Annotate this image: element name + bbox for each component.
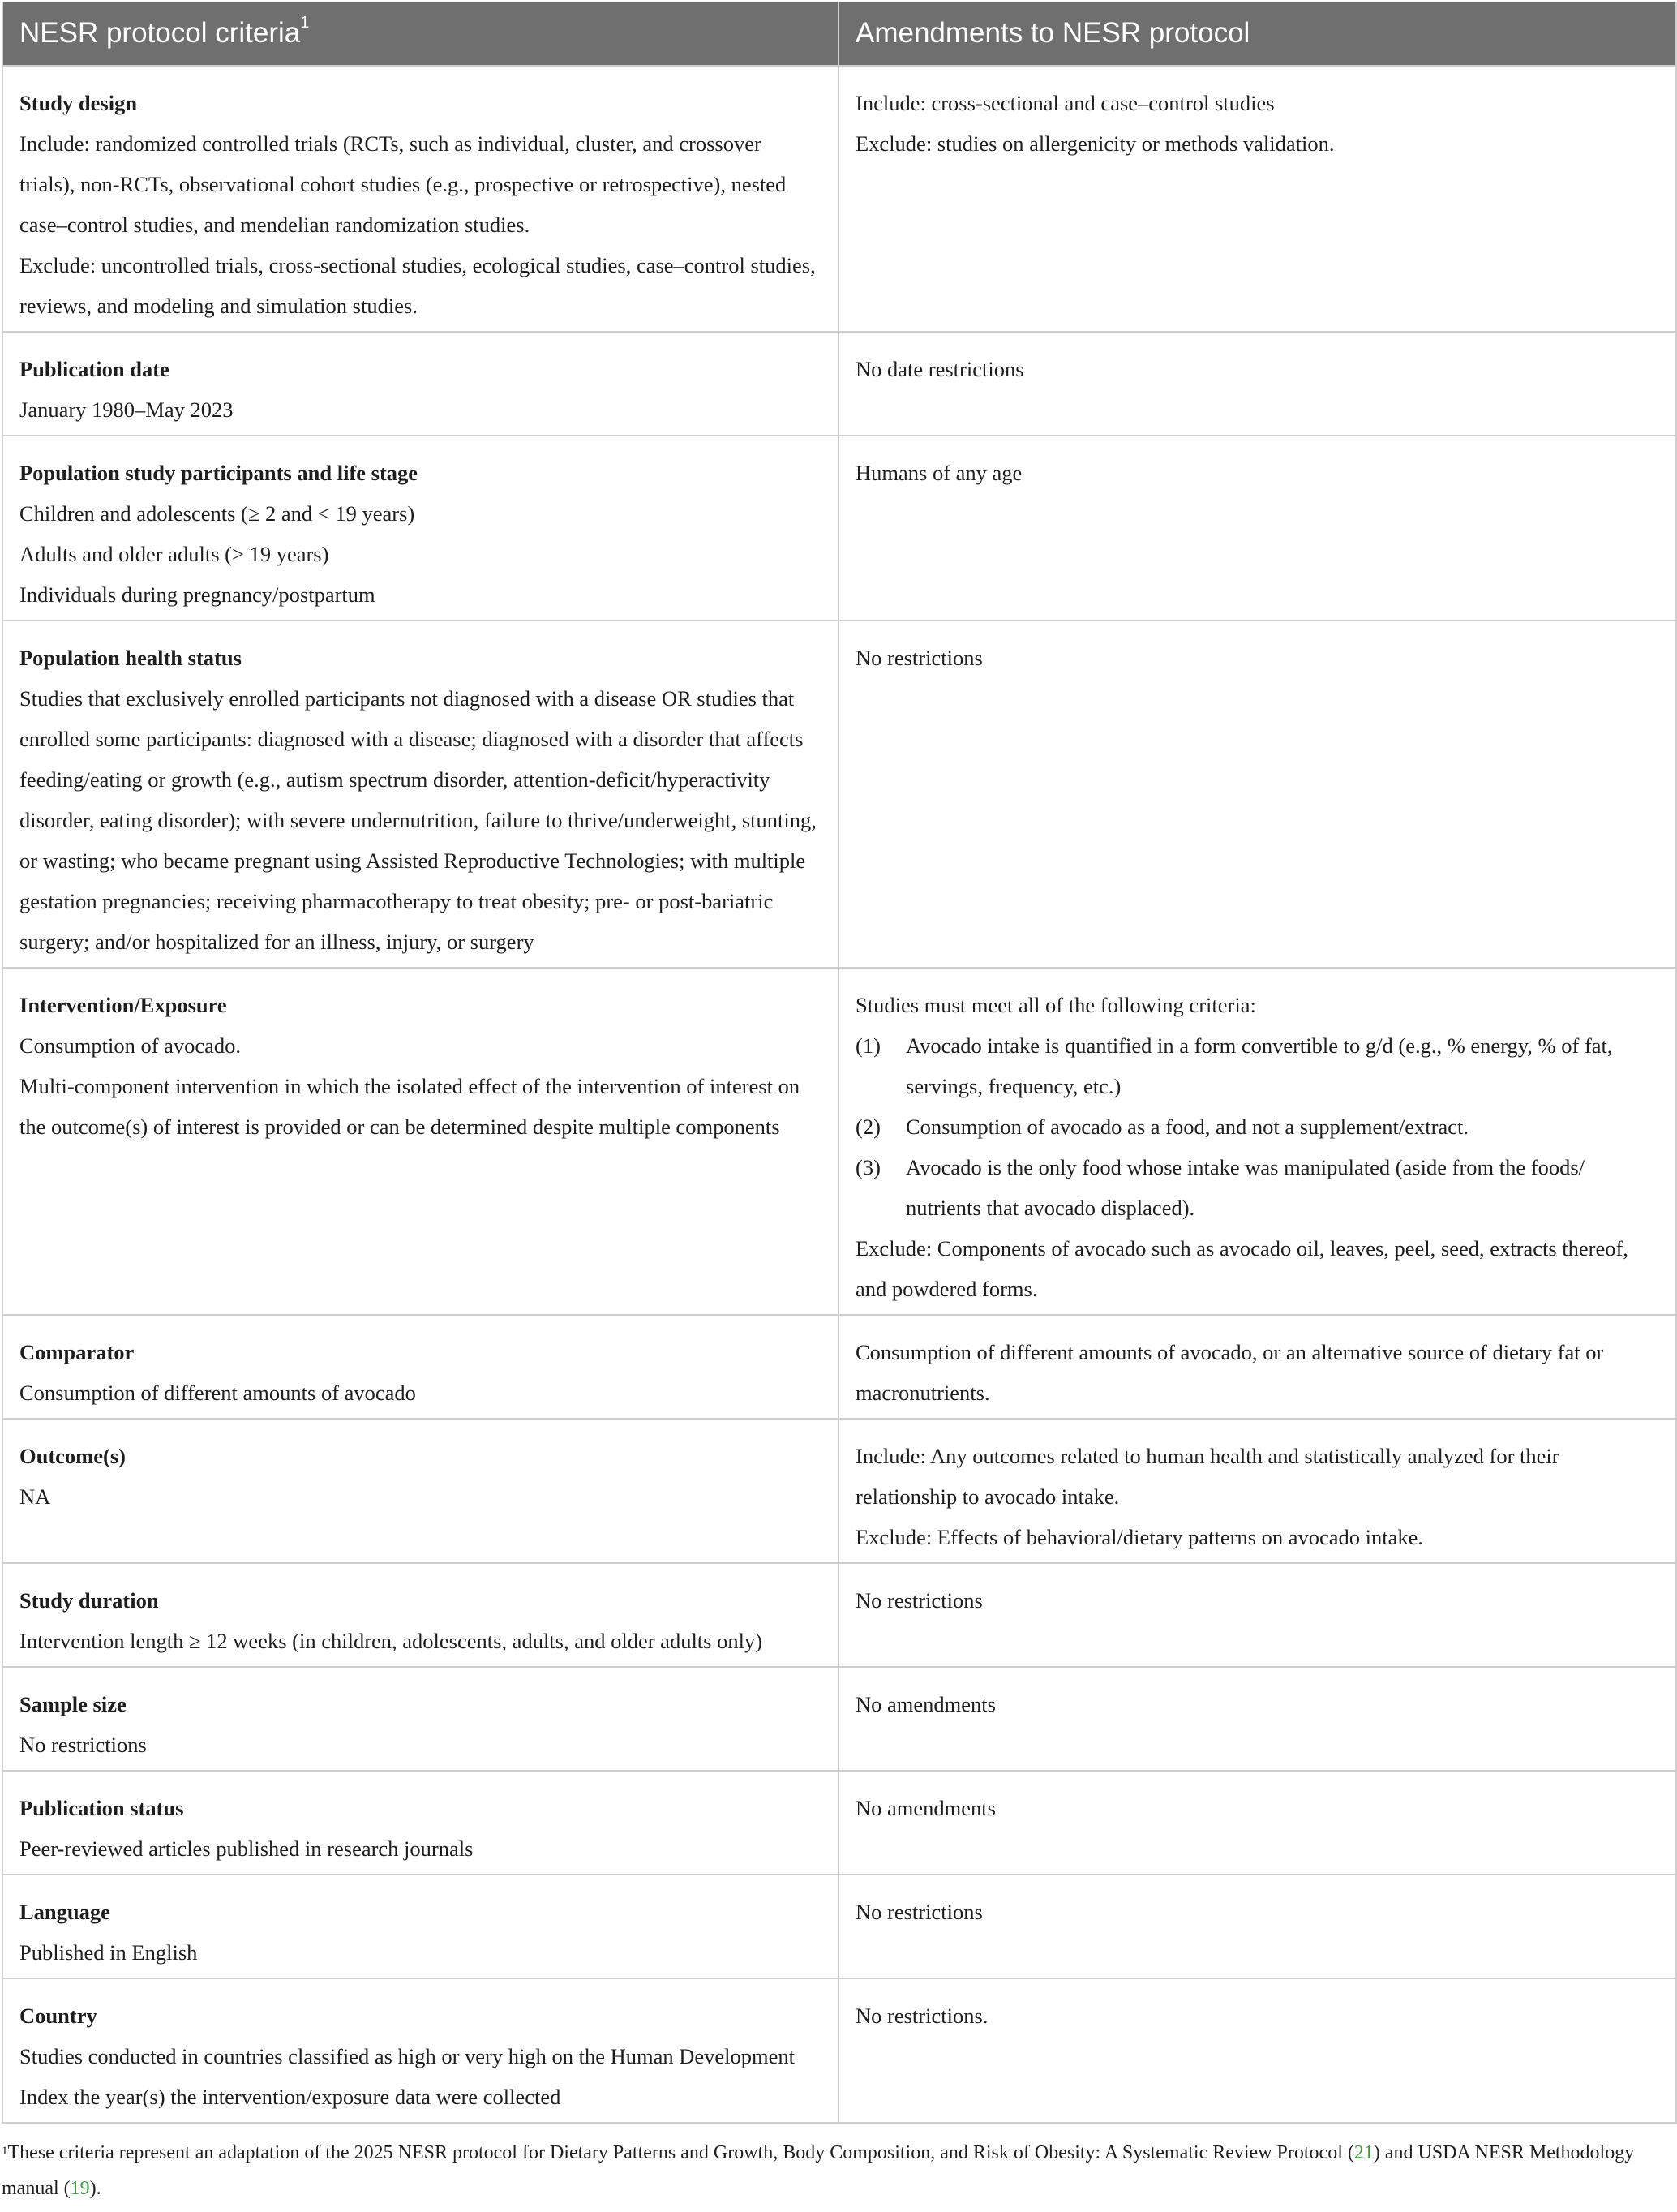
amendment-text: Include: Any outcomes related to human health and statistically analyzed for their relationship to avocado intake. [856,1444,1559,1509]
amendment-cell [838,1978,1676,2123]
amendment-text: No restrictions [856,1588,983,1613]
amendment-exclusion: Exclude: Components of avocado such as avocado oil, leaves, peel, seed, extracts thereof, and powdered forms. [856,1236,1628,1301]
criteria-cell [2,1563,838,1667]
table-row [2,1419,1676,1563]
criteria-text: Include: randomized controlled trials (RCTs, such as individual, cluster, and crossover trials), non-RCTs, observational cohort studies (e.g., prospective or retrospective), nested case–control studies, and mendelian randomization studies. [19,131,787,237]
criteria-text: NA [19,1484,51,1509]
row-title: Population health status [19,646,242,670]
criteria-cell [2,332,838,436]
criteria-text: Children and adolescents (≥ 2 and < 19 years) [19,501,415,526]
amendment-cell [838,1875,1676,1978]
table-row [2,621,1676,968]
footnote-mark: 1 [2,2145,8,2158]
criteria-list-item [856,1147,1659,1228]
table-body [2,66,1676,2123]
amendment-cell [838,1771,1676,1875]
amendment-text: No restrictions [856,1900,983,1924]
amendment-text: No restrictions [856,646,983,670]
amendment-text: No amendments [856,1796,996,1820]
footnote-text-b: ) and USDA NESR Methodology manual ( [2,2142,1635,2199]
header-col2-label: Amendments to NESR protocol [856,17,1250,49]
amendment-cell [838,66,1676,332]
header-col1-footnote-mark: 1 [300,14,310,32]
criteria-cell [2,1978,838,2123]
criteria-text: Multi-component intervention in which the isolated effect of the intervention of interest on the outcome(s) of interest is provided or can be determined despite multiple components [19,1074,800,1139]
row-title: Sample size [19,1692,127,1716]
footnote-text-a: These criteria represent an adaptation of the 2025 NESR protocol for Dietary Patterns and Growth, Body Composition, and Risk of Obesity: A Systematic Review Protocol ( [7,2142,1354,2163]
amendment-cell [838,332,1676,436]
amendment-cell [838,436,1676,621]
amendment-cell [838,621,1676,968]
reference-link-21[interactable]: 21 [1353,2142,1374,2163]
criteria-cell [2,1419,838,1563]
criteria-cell [2,1771,838,1875]
criteria-cell [2,1667,838,1771]
amendment-text: No date restrictions [856,357,1024,381]
table-footnote [2,2135,1664,2206]
reference-link-19[interactable]: 19 [70,2178,90,2199]
row-title: Study design [19,91,138,115]
amendment-cell [838,1315,1676,1419]
criteria-list-item [856,1025,1659,1106]
amendment-text: Humans of any age [856,461,1023,485]
row-title: Study duration [19,1588,159,1613]
criteria-list-item [856,1106,1659,1147]
row-title: Outcome(s) [19,1444,126,1468]
criteria-text: Individuals during pregnancy/postpartum [19,582,375,607]
criteria-item-text: Avocado is the only food whose intake was manipulated (aside from the foods/ nutrients that avocado displaced). [906,1155,1585,1220]
amendment-text: Include: cross-sectional and case–control studies [856,91,1275,115]
criteria-text: No restrictions [19,1733,147,1757]
criteria-text: Studies that exclusively enrolled participants not diagnosed with a disease OR studies that enrolled some participants: diagnosed with a disease; diagnosed with a disorder that affects feeding/eating or growth (e.g., autism spectrum disorder, attention-deficit/hyperactivity disorder, eating disorder); with severe undernutrition, failure to thrive/underweight, stunting, or wasting; who became pregnant using Assisted Reproductive Technologies; with multiple gestation pregnancies; receiving pharmacotherapy to treat obesity; pre- or post-bariatric surgery; and/or hospitalized for an illness, injury, or surgery [19,686,817,954]
criteria-number: (2) [856,1115,881,1139]
table-row [2,436,1676,621]
criteria-text: Peer-reviewed articles published in research journals [19,1836,474,1861]
criteria-cell [2,66,838,332]
criteria-text: January 1980–May 2023 [19,397,234,422]
table-row [2,66,1676,332]
header-nesr-criteria [2,2,838,66]
amendment-text: Exclude: studies on allergenicity or methods validation. [856,131,1335,156]
amendment-cell [838,1563,1676,1667]
criteria-cell [2,1875,838,1978]
protocol-table [2,2,1677,2124]
criteria-number: (3) [856,1155,881,1179]
criteria-text: Studies conducted in countries classified as high or very high on the Human Development Index the year(s) the intervention/exposure data were collected [19,2044,795,2109]
row-title: Language [19,1900,110,1924]
table-row [2,968,1676,1315]
table-row [2,1978,1676,2123]
row-title: Population study participants and life stage [19,461,418,485]
footnote-text-c: ). [89,2178,101,2199]
criteria-cell [2,968,838,1315]
criteria-cell [2,621,838,968]
header-col1-label: NESR protocol criteria [19,17,301,49]
criteria-text: Consumption of avocado. [19,1033,242,1058]
table-row [2,332,1676,436]
criteria-cell [2,436,838,621]
header-amendments [838,2,1676,66]
table-row [2,1875,1676,1978]
row-title: Intervention/Exposure [19,993,227,1017]
criteria-text: Adults and older adults (> 19 years) [19,542,329,566]
table-row [2,1771,1676,1875]
criteria-text: Exclude: uncontrolled trials, cross-sectional studies, ecological studies, case–control studies, reviews, and modeling and simulation studies. [19,253,816,318]
row-title: Publication status [19,1796,184,1820]
criteria-item-text: Avocado intake is quantified in a form convertible to g/d (e.g., % energy, % of fat, servings, frequency, etc.) [906,1033,1613,1098]
row-title: Comparator [19,1340,135,1364]
table-header-row [2,2,1676,66]
amendment-cell [838,1419,1676,1563]
table-row [2,1667,1676,1771]
amendment-cell [838,968,1676,1315]
criteria-text: Intervention length ≥ 12 weeks (in children, adolescents, adults, and older adults only) [19,1629,763,1653]
row-title: Country [19,2004,97,2028]
amendment-text: No amendments [856,1692,996,1716]
table-row [2,1563,1676,1667]
criteria-item-text: Consumption of avocado as a food, and not a supplement/extract. [906,1115,1469,1139]
row-title: Publication date [19,357,169,381]
table-row [2,1315,1676,1419]
criteria-number: (1) [856,1033,881,1058]
criteria-text: Published in English [19,1940,198,1965]
criteria-cell [2,1315,838,1419]
amendment-text: No restrictions. [856,2004,989,2028]
criteria-text: Consumption of different amounts of avocado [19,1381,416,1405]
amendment-cell [838,1667,1676,1771]
amendment-text: Exclude: Effects of behavioral/dietary patterns on avocado intake. [856,1525,1424,1549]
amendment-text: Consumption of different amounts of avocado, or an alternative source of dietary fat or macronutrients. [856,1340,1604,1405]
amendment-intro: Studies must meet all of the following criteria: [856,993,1256,1017]
